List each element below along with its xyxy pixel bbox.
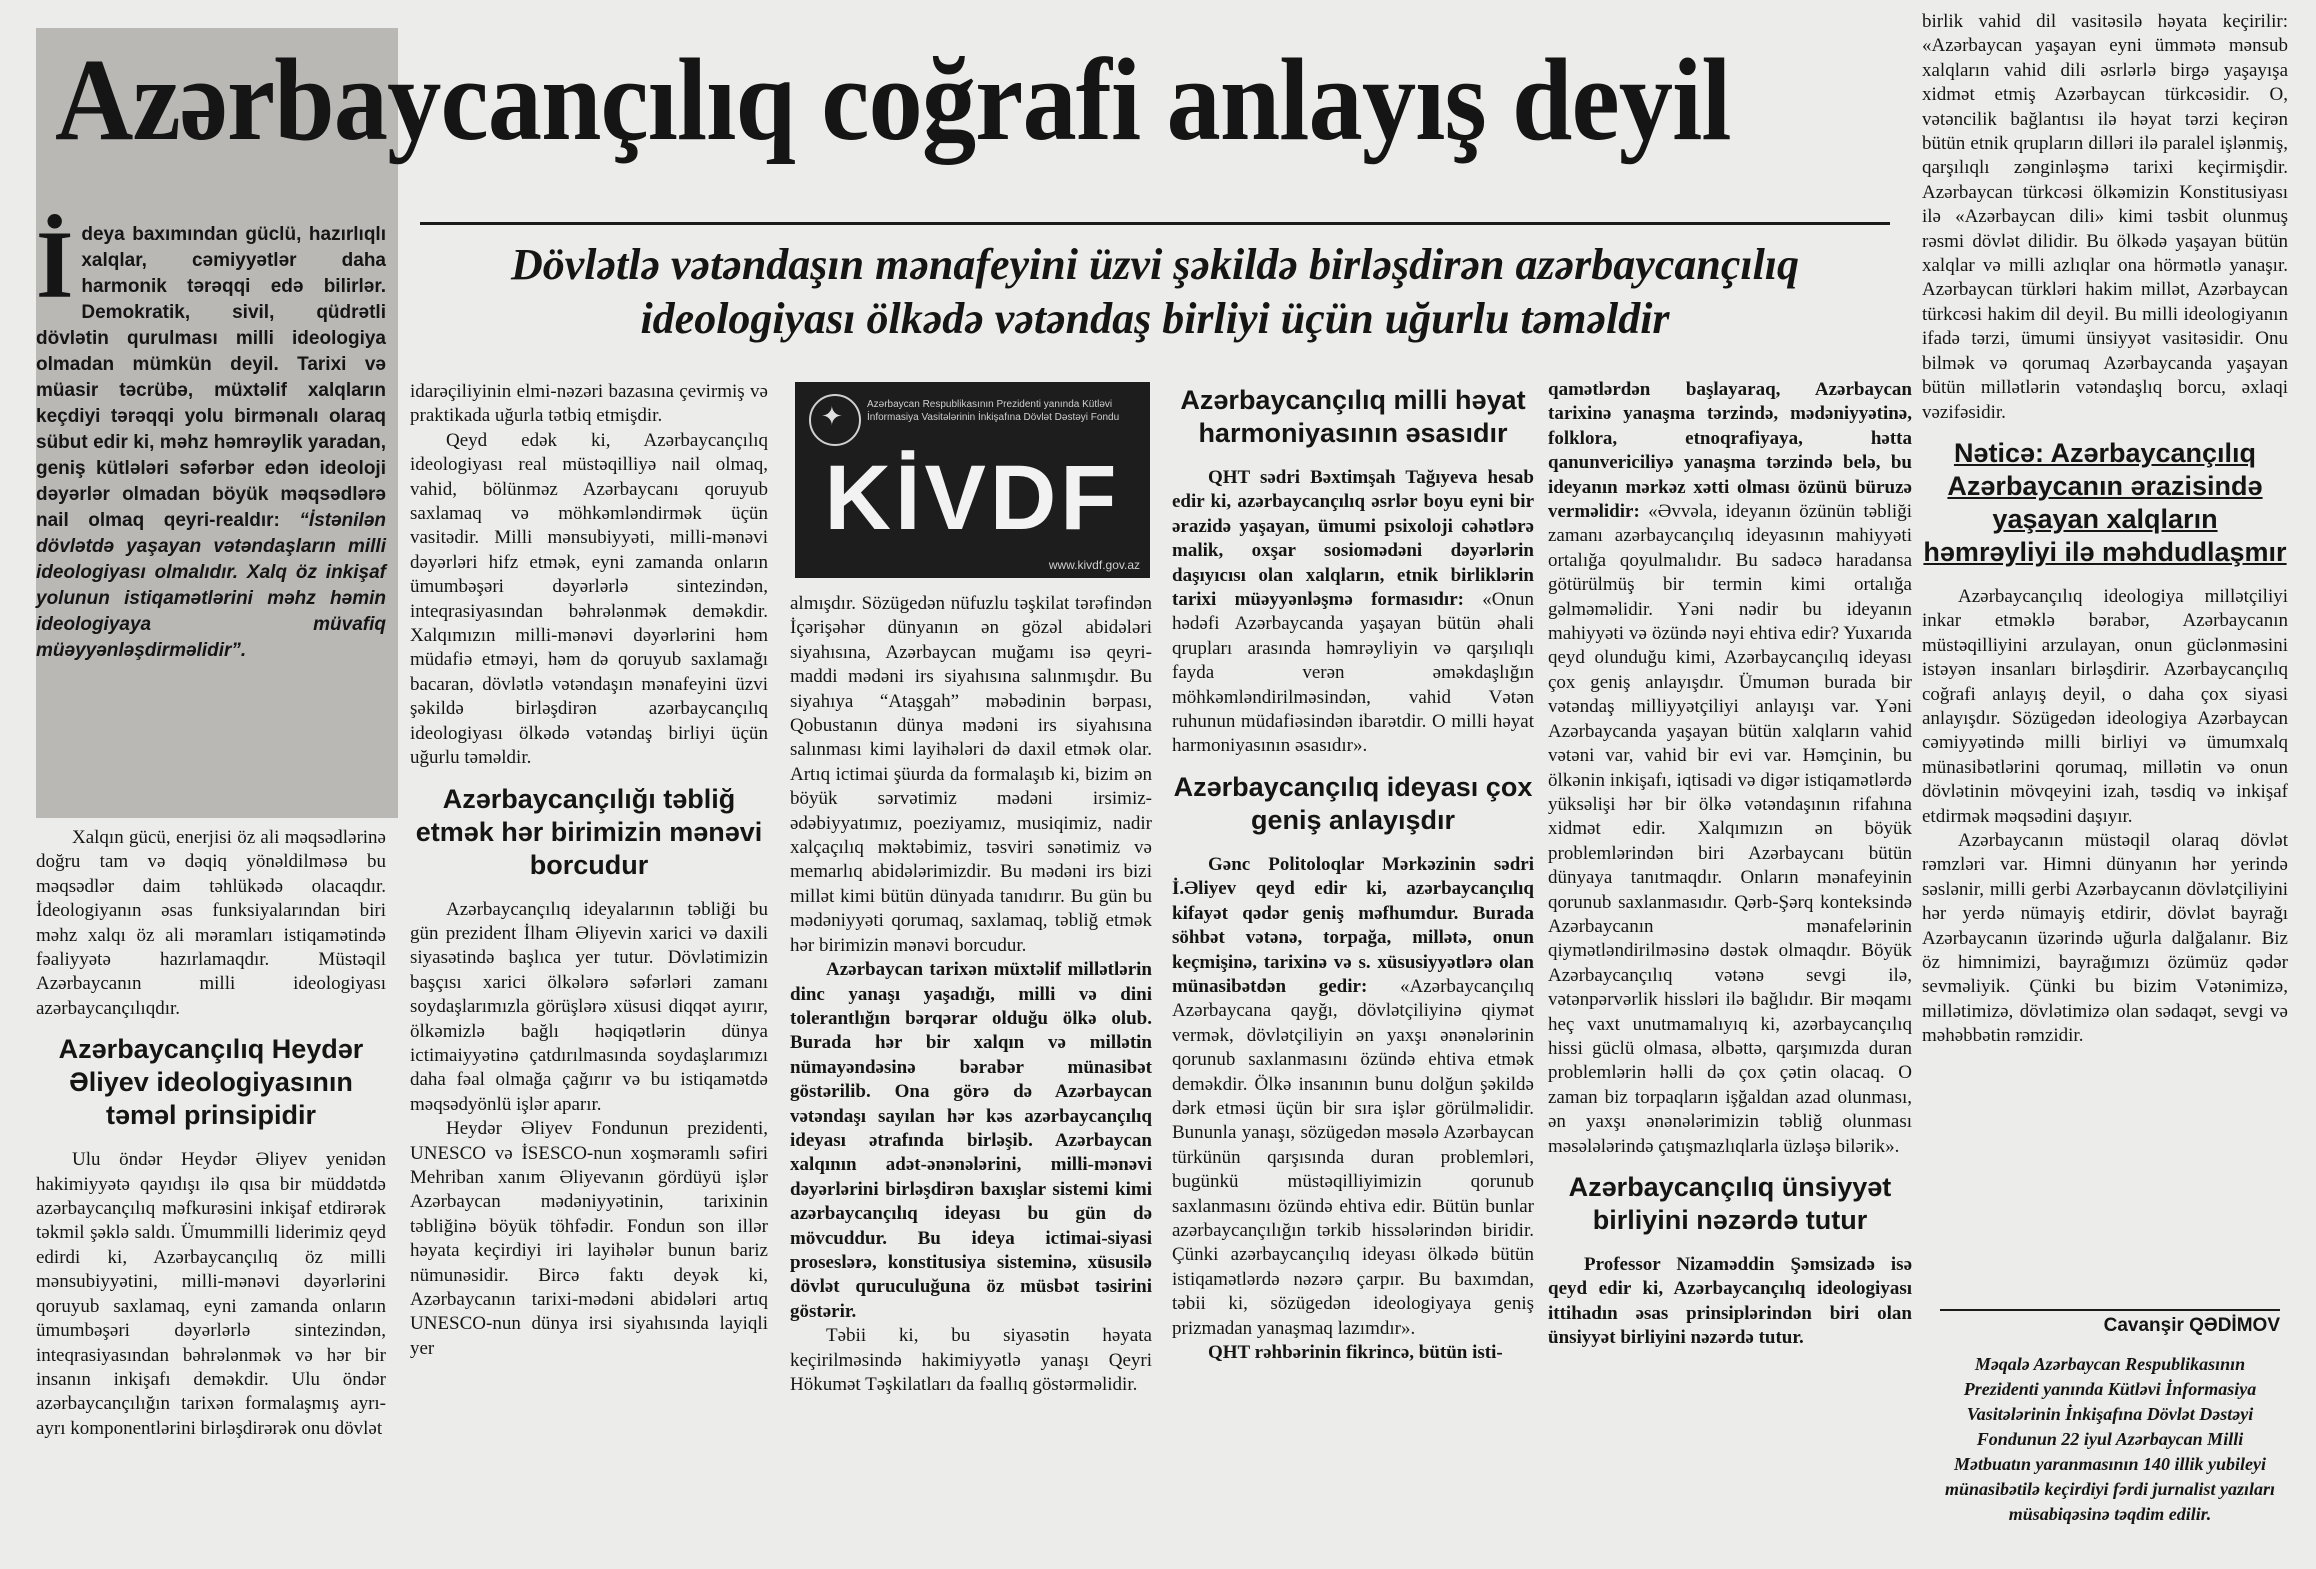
headline-rule bbox=[420, 222, 1890, 225]
column-4 bbox=[1172, 372, 1534, 1566]
subheadline: Dövlətlə vətəndaşın mənafeyini üzvi şəkildə birləşdirən azərbaycançılıq ideologiyası ölkədə vətəndaş birliyi üçün uğurlu təməldir bbox=[510, 240, 1800, 343]
lead-text: deya baxımından güclü, hazırlıqlı xalqlar, cəmiyyətlər daha harmonik tərəqqi edə bilirlər. Demokratik, sivil, qüdrətli dövlətin qurulması milli ideologiya olmadan mümkün deyil. Tarixi və müasir təcrübə, müxtəlif xalqların keçdiyi tərəqqi yolu birmənalı olaraq sübut edir ki, məhz həmrəylik yaradan, geniş kütlələri səfərbər edən ideoloji dəyərlər olmadan böyük məqsədlərə nail olmaq qeyri-realdır: bbox=[36, 224, 386, 531]
column-2 bbox=[410, 380, 768, 1566]
col4-heading: Azərbaycançılıq milli həyat harmoniyasının əsasıdır bbox=[1180, 385, 1526, 448]
col4-quote: «Onun hədəfi Azərbaycanda yaşayan bütün əhali qrupları arasında həmrəyliyin və qarşılıqlı fayda verən əməkdaşlığın möhkəmləndirilməsindən, vahid Vətən ruhunun müdafiəsindən ibarətdir. O milli həyat harmoniyasının əsasıdır». bbox=[1172, 589, 1534, 757]
image-url: www.kivdf.gov.az bbox=[1048, 558, 1140, 572]
column-1 bbox=[36, 826, 386, 1566]
col6-heading: Nəticə: Azərbaycançılıq Azərbaycanın ərazisində yaşayan xalqların həmrəyliyi ilə məhdudlaşmır bbox=[1923, 437, 2287, 567]
col1-heading: Azərbaycançılıq Heydər Əliyev ideologiyasının təməl prinsipidir bbox=[58, 1034, 364, 1131]
col4-paragraph-bold: QHT sədri Bəxtimşah Tağıyeva hesab edir ki, azərbaycançılıq əsrlər boyu eyni bir ərazidə yaşayan, ümumi psixoloji cəhətlərə malik, oxşar sosiomədəni dəyərlərin daşıyıcısı olan xalqların, etnik birliklərin tarixi müəyyənləşmə formasıdır: bbox=[1172, 467, 1534, 611]
column-3 bbox=[790, 592, 1152, 1566]
article-note: Məqalə Azərbaycan Respublikasının Prezidenti yanında Kütləvi İnformasiya Vasitələrinin İnkişafına Dövlət Dəstəyi Fondunun 22 iyul Azərbaycan Milli Mətbuatın yaranmasının 140 illik yubileyi münasibətilə keçirdiyi fərdi jurnalist yazıları müsabiqəsinə təqdim edilir. bbox=[1944, 1354, 2275, 1524]
col3-paragraph-bold: Azərbaycan tarixən müxtəlif millətlərin dinc yanaşı yaşadığı, milli və dini tolerantlığın bərqərar olduğu ölkə olub. Burada hər bir xalqın və millətin nümayəndəsinə bərabər münasibət göstərilib. Ona görə də Azərbaycan vətəndaşı sayılan hər kəs azərbaycançılıq ideyası ətrafında birləşib. Azərbaycan xalqının adət-ənənələrini, milli-mənəvi dəyərlərini birləşdirən baxışlar sistemi kimi azərbaycançılıq ideyası bu gün də mövcuddur. Bu ideya ictimai-siyasi proseslərə, konstitusiya sisteminə, xüsusilə dövlət quruculuğuna öz müsbət təsirini göstərir. bbox=[790, 959, 1152, 1322]
col6-paragraph: Azərbaycançılıq ideologiya millətçiliyi inkar etməklə bərabər, Azərbaycanın müstəqilliyini arzulayan, onun güclənməsini istəyən insanları birləşdirir. Azərbaycançılıq coğrafi anlayış deyil, o daha çox siyasi anlayışdır. Sözügedən ideologiya Azərbaycan cəmiyyətində milli birliyi və ümumxalq münasibətlərini qorumaq, millətin və onun dövlətinin mövqeyini izah, təsdiq və inkişaf etdirmək məqsədini daşıyır. bbox=[1922, 585, 2288, 827]
kivdf-logo-text: KİVDF bbox=[824, 447, 1121, 549]
headline: Azərbaycançılıq coğrafi anlayış deyil bbox=[55, 34, 1731, 165]
col6-paragraph: birlik vahid dil vasitəsilə həyata keçirilir: «Azərbaycan yaşayan eyni ümmətə mənsub xalqların vahid dili əsrlərlə birgə yaşayışa xidmət etmiş Azərbaycan türkcəsidir. O, vətəncilik bağlantısı ilə həyat tərzi keçirən bütün etnik qrupların dilləri ilə paralel işlənmiş, qarşılıqlı zənginləşmə tarixi keçirmişdir. Azərbaycan türkcəsi ölkəmizin Konstitusiyası ilə «Azərbaycan dili» kimi təsbit olunmuş rəsmi dövlət dilidir. Bu ölkədə yaşayan bütün xalqlar və milli azlıqlar ona hörmətlə yanaşır. Azərbaycan türkləri hakim millət, Azərbaycan türkcəsi hakim dil deyil. Bu milli ideologiyanın ifadə tərzi, ümumi ünsiyyət vasitəsidir. Onu bilmək və qorumaq Azərbaycanda yaşayan bütün millətlərin vətəndaşlıq borcu, əxlaqi vəzifəsidir. bbox=[1922, 11, 2288, 423]
col5-paragraph-bold: Professor Nizaməddin Şəmsizadə isə qeyd edir ki, Azərbaycançılıq ideologiyası ittihadın əsas prinsiplərindən biri olan ünsiyyət birliyini nəzərdə tutur. bbox=[1548, 1254, 1912, 1349]
column-6 bbox=[1922, 10, 2288, 1300]
col4-paragraph-bold: Gənc Politoloqlar Mərkəzinin sədri İ.Əliyev qeyd edir ki, azərbaycançılıq kifayət qədər geniş məfhumdur. Burada söhbət vətənə, torpağa, millətə, onun keçmişinə, tarixinə və s. xüsusiyyətlərə olan münasibətdən gedir: bbox=[1172, 853, 1534, 997]
col3-paragraph: almışdır. Sözügedən nüfuzlu təşkilat tərəfindən İçərişəhər dünyanın ən gözəl abidələri siyahısına, Azərbaycan muğamı isə qeyri-maddi mədəni irs siyahısına salınmışdır. Bu siyahıya “Ataşgah” məbədinin bərpası, Qobustanın dünya mədəni irs siyahısına salınması kimi layihələri də daxil etmək olar. Artıq ictimai şüurda da formalaşıb ki, bizim ən böyük sərvətimiz mədəni irsimiz- ədəbiyyatımız, poeziyamız, musiqimiz, nadir xalçaçılıq məktəbimiz, təsviri sənətimiz və memarlıq abidələrimizdir. Bu mədəni irs bizi millət kimi bütün dünyada tanıdırır. Bu gün bu mədəniyyəti qorumaq, saxlamaq, təbliğ etmək hər birimizin mənəvi borcudur. bbox=[790, 593, 1152, 956]
lead-quote: “İstənilən dövlətdə yaşayan vətəndaşların milli ideologiyası olmalıdır. Xalq öz inkişaf yolunun istiqamətlərini məhz həmin ideologiyaya müvafiq müəyyənləşdirməlidir”. bbox=[36, 510, 386, 661]
image-caption: Azərbaycan Respublikasının Prezidenti yanında Kütləvi İnformasiya Vasitələrinin İnkişafına Dövlət Dəstəyi Fondu bbox=[867, 399, 1120, 423]
col1-paragraph: Ulu öndər Heydər Əliyev yenidən hakimiyyətə qayıdışı ilə qısa bir müddətdə azərbaycançılıq məfkurəsini inkişaf etdirərək təkmil şəklə saldı. Ümummilli liderimiz qeyd edirdi ki, Azərbaycançılıq öz milli mənsubiyyətini, milli-mənəvi dəyərlərini qoruyub saxlamaq, eyni zamanda onların ümumbəşəri dəyərlərlə sintezindən, inteqrasiyasından bəhrələnmək və hər bir insanın inkişafı deməkdir. Ulu öndər azərbaycançılığın tarixən formalaşmış ayrı-ayrı komponentlərini birləşdirərək onu dövlət bbox=[36, 1149, 386, 1439]
column-5 bbox=[1548, 378, 1912, 1566]
signature-rule bbox=[1940, 1309, 2280, 1311]
lead-paragraph bbox=[36, 211, 386, 664]
state-emblem-icon bbox=[809, 394, 861, 446]
col2-paragraph: idarəçiliyinin elmi-nəzəri bazasına çevirmiş və praktikada uğurla tətbiq etmişdir. bbox=[410, 381, 768, 427]
col4-paragraph-bold: QHT rəhbərinin fikrincə, bütün isti- bbox=[1208, 1342, 1503, 1363]
col1-paragraph: Xalqın gücü, enerjisi öz ali məqsədlərinə doğru tam və dəqiq yönəldilməsə bu məqsədlər daim təhlükədə olacaqdır. İdeologiyanın əsas funksiyalarından biri məhz xalqı öz ali məramları istiqamətində fəaliyyətə hazırlamaqdır. Müstəqil Azərbaycanın milli ideologiyası azərbaycançılıqdır. bbox=[36, 827, 386, 1019]
col4-quote: «Azərbaycançılıq Azərbaycana qayğı, dövlətçiliyinə qiymət vermək, dövlətçiliyin ən yaxşı ənənələrinin qorunub saxlanmasını özündə ehtiva etmək deməkdir. Ölkə insanının bunu dolğun şəkildə dərk etməsi üçün bir sıra işlər görülməlidir. Bununla yanaşı, sözügedən məsələ Azərbaycan türkünün qarşısında duran problemləri, bugünkü müstəqilliyimizin qorunub saxlanmasını özündə ehtiva edir. Bütün bunlar azərbaycançılığın tərkib hissələrindən biridir. Çünki azərbaycançılıq ideyası ölkədə bütün istiqamətlərdə nəzərə çarpır. Bu baxımdan, təbii ki, sözügedən ideologiyaya geniş prizmadan yanaşmaq lazımdır». bbox=[1172, 975, 1534, 1339]
col5-paragraph-bold: qamətlərdən başlayaraq, Azərbaycan tarixinə yanaşma tərzində, mədəniyyətinə, folklora, etnoqrafiyaya, hətta qanunvericiliyə yanaşma tərzində belə, bu ideyanın mərkəz xətti olması özünü büruzə verməlidir: bbox=[1548, 379, 1912, 523]
col2-paragraph: Heydər Əliyev Fondunun prezidenti, UNESCO və İSESCO-nun xoşməramlı səfiri Mehriban xanım Əliyevanın gördüyü işlər Azərbaycan mədəniyyətinin, tarixinin təbliğinə böyük töhfədir. Fondun son illər həyata keçirdiyi iri layihələr bunun bariz nümunəsidir. Bircə faktı deyək ki, Azərbaycanın tarixi-mədəni abidələri artıq UNESCO-nun dünya irsi siyahısında layiqli yer bbox=[410, 1118, 768, 1359]
drop-cap: İ bbox=[36, 211, 74, 318]
kivdf-logo-image bbox=[795, 382, 1150, 578]
col5-heading: Azərbaycançılıq ünsiyyət birliyini nəzərdə tutur bbox=[1568, 1172, 1892, 1235]
col3-paragraph: Təbii ki, bu siyasətin həyata keçirilməsində hakimiyyətlə yanaşı Qeyri Hökumət Təşkilatları da fəallıq göstərməlidir. bbox=[790, 1325, 1152, 1395]
col6-paragraph: Azərbaycanın müstəqil olaraq dövlət rəmzləri var. Himni dünyanın hər yerində səslənir, milli gerbi Azərbaycanın dövlətçiliyini hər yerdə nümayiş etdirir, dövlət bayrağı Azərbaycanın üzərində uğurla dalğalanır. Biz öz himnimizi, bayrağımızı özümüz qədər sevməliyik. Çünki bu bizim Vətənimizə, millətimizə, dövlətimizə olan sədaqət, sevgi və məhəbbətin rəmzidir. bbox=[1922, 829, 2288, 1047]
col2-heading: Azərbaycançılığı təbliğ etmək hər birimizin mənəvi borcudur bbox=[415, 783, 763, 880]
col4-heading: Azərbaycançılıq ideyası çox geniş anlayışdır bbox=[1173, 771, 1533, 835]
col5-quote: «Əvvəla, ideyanın özünün təbliği zamanı azərbaycançılıq ideyasının mahiyyəti ortalığa qoyulmalıdır. Bu sadəcə haradansa götürülmüş bir termin kimi ortalığa gəlməməlidir. Yəni nədir bu ideyanın mahiyyəti və özündə nəyi ehtiva edir? Yuxarıda qeyd olunduğu kimi, Azərbaycançılıq ideyası çox geniş anlayışdır. Ümumən burada bir vətəndaş milliyyətçiliyi anlayışı var. Yəni Azərbaycanda yaşayan bütün xalqların vahid vətəni var, vahid bir evi var. Həmçinin, bu ölkənin inkişafı, iqtisadi və digər istiqamətlərdə yüksəlişi hər bir ölkə vətəndaşının rifahına xidmət edir. Xalqımızın ən böyük problemlərindən biri Azərbaycanı bütün dünyaya tanıtmaqdır. Onların mənafeyinin qorunub saxlanmasıdır. Qərb-Şərq konteksində Azərbaycanın mənafelərinin qiymətləndirilməsinə dəstək olmaqdır. Böyük Azərbaycançılıq vətənə sevgi ilə, vətənpərvərlik hissləri ilə bağlıdır. Bir məqamı heç vaxt unutmamalıyıq ki, azərbaycançılıq hissi güclü olmasa, əlbəttə, qarşımızda duran problemlərin həlli də çox çətin olacaq. O zaman biz torpaqların işğaldan azad olunması, ən yaxşı ənənələrimizin təbliğ olunması məsələlərində çatışmazlıqlarla üzləşə bilərik». bbox=[1548, 501, 1912, 1157]
col2-paragraph: Qeyd edək ki, Azərbaycançılıq ideologiyası real müstəqilliyə nail olmaq, vahid, bölünməz Azərbaycanı qoruyub saxlamaq və möhkəmləndirmək üçün vasitədir. Milli mənsubiyyəti, milli-mənəvi dəyərləri hifz etmək, eyni zamanda onların ümumbəşəri dəyərlərlə sintezindən, inteqrasiyasından bəhrələnmək deməkdir. Xalqımızın milli-mənəvi dəyərlərini həm müdafiə etməyi, həm də qoruyub saxlamağı bacaran, dövlətlə vətəndaşın mənafeyini üzvi şəkildə birləşdirən azərbaycançılıq ideologiyası ölkədə vətəndaş birliyi üçün uğurlu təməldir. bbox=[410, 429, 768, 769]
author-signature: Cavanşir QƏDİMOV bbox=[2103, 1315, 2280, 1336]
col2-paragraph: Azərbaycançılıq ideyalarının təbliği bu gün prezident İlham Əliyevin xarici və daxili siyasətində başlıca yer tutur. Dövlətimizin başçısı xarici ölkələrə səfərləri zamanı soydaşlarımızla görüşlərə xüsusi diqqət ayırır, ölkəmizlə bağlı həqiqətlərin dünya ictimaiyyətinə çatdırılmasında soydaşlarımızı daha fəal olmağa çağırır və bu istiqamətdə məqsədyönlü işlər aparır. bbox=[410, 898, 768, 1115]
